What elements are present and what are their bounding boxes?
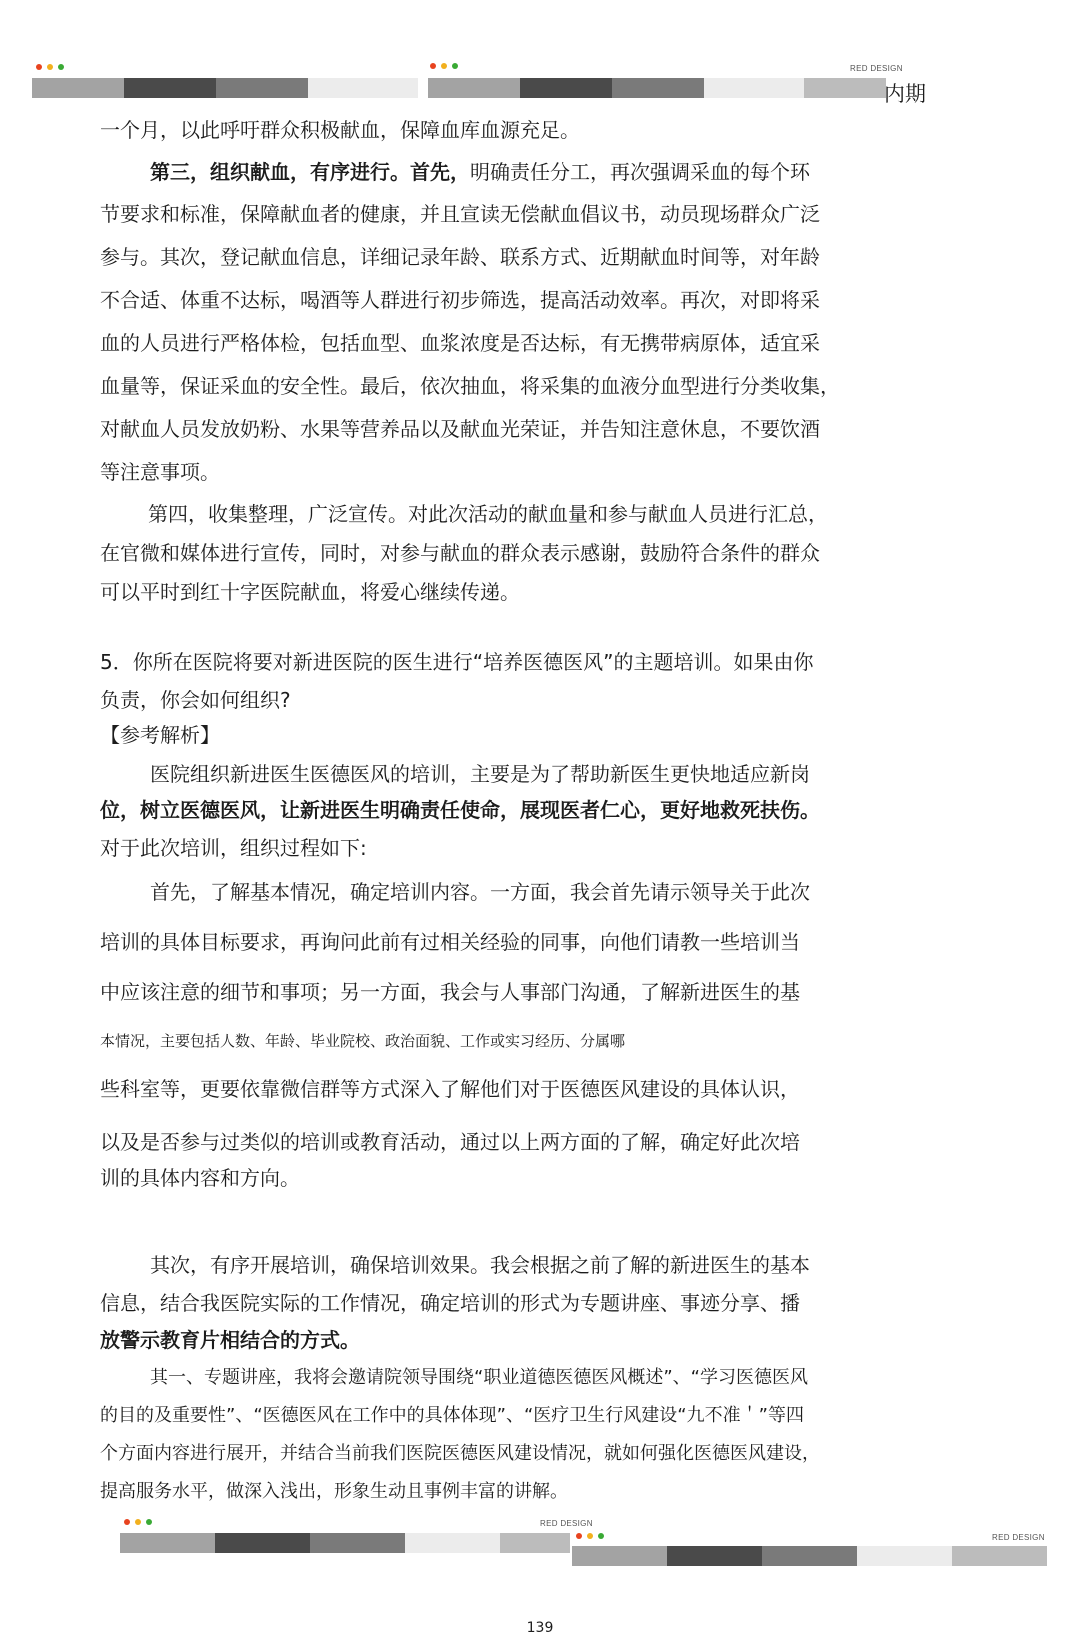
text-line: 首先，了解基本情况，确定培训内容。一方面，我会首先请示领导关于此次 bbox=[150, 880, 810, 904]
yellow-dot bbox=[441, 63, 447, 69]
red-dot bbox=[576, 1533, 582, 1539]
text-line: 培训的具体目标要求，再询问此前有过相关经验的同事，向他们请教一些培训当 bbox=[100, 930, 800, 954]
text-line bbox=[150, 160, 810, 184]
text-line: 其次，有序开展培训，确保培训效果。我会根据之前了解的新进医生的基本 bbox=[150, 1253, 810, 1277]
green-dot bbox=[58, 64, 64, 70]
green-dot bbox=[598, 1533, 604, 1539]
color-strip-top-left bbox=[32, 78, 418, 98]
text-line: 中应该注意的细节和事项；另一方面，我会与人事部门沟通，了解新进医生的基 bbox=[100, 980, 800, 1004]
color-strip-top-middle bbox=[428, 78, 886, 98]
color-strip-bottom-left bbox=[120, 1533, 570, 1553]
yellow-dot bbox=[47, 64, 53, 70]
text-span: 明确责任分工，再次强调采血的每个环 bbox=[470, 160, 810, 184]
text-line: 其一、专题讲座，我将会邀请院领导围绕“职业道德医德医风概述”、“学习医德医风 bbox=[150, 1367, 808, 1388]
text-line: 可以平时到红十字医院献血，将爱心继续传递。 bbox=[100, 580, 520, 604]
window-dots-top-middle bbox=[430, 63, 458, 69]
window-dots-bottom-right bbox=[576, 1533, 604, 1539]
bold-lead: 第三，组织献血，有序进行。首先， bbox=[150, 160, 470, 184]
bold-line: 位，树立医德医风，让新进医生明确责任使命，展现医者仁心，更好地救死扶伤。 bbox=[100, 798, 820, 822]
red-dot bbox=[430, 63, 436, 69]
text-line: 一个月，以此呼吁群众积极献血，保障血库血源充足。 bbox=[100, 118, 580, 142]
brand-label-bottom-left: RED DESIGN bbox=[540, 1519, 593, 1528]
red-dot bbox=[124, 1519, 130, 1525]
question-5-line-2: 负责，你会如何组织? bbox=[100, 688, 291, 712]
green-dot bbox=[146, 1519, 152, 1525]
text-line: 等注意事项。 bbox=[100, 460, 220, 484]
bold-line: 放警示教育片相结合的方式。 bbox=[100, 1328, 360, 1352]
text-line: 训的具体内容和方向。 bbox=[100, 1166, 300, 1190]
question-5-line-1: 5．你所在医院将要对新进医院的医生进行“培养医德医风”的主题培训。如果由你 bbox=[100, 650, 814, 674]
text-line: 血的人员进行严格体检，包括血型、血浆浓度是否达标，有无携带病原体，适宜采 bbox=[100, 331, 820, 355]
text-line: 些科室等，更要依靠微信群等方式深入了解他们对于医德医风建设的具体认识， bbox=[100, 1077, 800, 1101]
window-dots-bottom-left bbox=[124, 1519, 152, 1525]
yellow-dot bbox=[135, 1519, 141, 1525]
reference-heading: 【参考解析】 bbox=[100, 723, 220, 747]
text-line: 信息，结合我医院实际的工作情况，确定培训的形式为专题讲座、事迹分享、播 bbox=[100, 1291, 800, 1315]
color-strip-bottom-right bbox=[572, 1546, 1047, 1566]
brand-label-top: RED DESIGN bbox=[850, 64, 903, 73]
text-line: 对于此次培训，组织过程如下: bbox=[100, 836, 367, 860]
text-line: 提高服务水平，做深入浅出，形象生动且事例丰富的讲解。 bbox=[100, 1481, 568, 1502]
text-line: 以及是否参与过类似的培训或教育活动，通过以上两方面的了解，确定好此次培 bbox=[100, 1130, 800, 1154]
text-line: 不合适、体重不达标，喝酒等人群进行初步筛选，提高活动效率。再次，对即将采 bbox=[100, 288, 820, 312]
text-line: 血量等，保证采血的安全性。最后，依次抽血，将采集的血液分血型进行分类收集， bbox=[100, 374, 840, 398]
text-line: 的目的及重要性”、“医德医风在工作中的具体体现”、“医疗卫生行风建设“九不准＇”等四 bbox=[100, 1405, 804, 1426]
text-line: 参与。其次，登记献血信息，详细记录年龄、联系方式、近期献血时间等，对年龄 bbox=[100, 245, 820, 269]
carry-over-fragment: 内期 bbox=[884, 82, 926, 106]
text-line: 个方面内容进行展开，并结合当前我们医院医德医风建设情况，就如何强化医德医风建设， bbox=[100, 1443, 820, 1464]
yellow-dot bbox=[587, 1533, 593, 1539]
brand-label-bottom-right: RED DESIGN bbox=[992, 1533, 1045, 1542]
text-line: 节要求和标准，保障献血者的健康，并且宣读无偿献血倡议书，动员现场群众广泛 bbox=[100, 202, 820, 226]
page-number: 139 bbox=[526, 1620, 554, 1636]
window-dots-top-left bbox=[36, 64, 64, 70]
green-dot bbox=[452, 63, 458, 69]
text-line: 对献血人员发放奶粉、水果等营养品以及献血光荣证，并告知注意休息，不要饮酒 bbox=[100, 417, 820, 441]
text-line-small: 本情况，主要包括人数、年龄、毕业院校、政治面貌、工作或实习经历、分属哪 bbox=[100, 1032, 626, 1050]
text-line: 医院组织新进医生医德医风的培训，主要是为了帮助新医生更快地适应新岗 bbox=[150, 762, 810, 786]
text-line: 在官微和媒体进行宣传，同时，对参与献血的群众表示感谢，鼓励符合条件的群众 bbox=[100, 541, 820, 565]
text-line: 第四，收集整理，广泛宣传。对此次活动的献血量和参与献血人员进行汇总， bbox=[148, 502, 828, 526]
red-dot bbox=[36, 64, 42, 70]
